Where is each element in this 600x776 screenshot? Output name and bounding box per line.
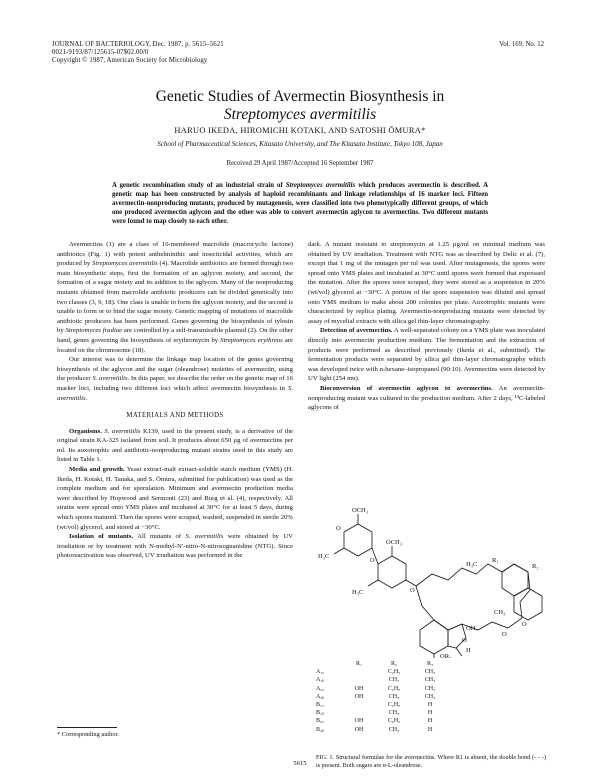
table-cell: A₂ₐ — [316, 685, 325, 692]
media-paragraph — [57, 465, 293, 532]
table-cell: CH₃ — [388, 726, 400, 733]
right-column — [308, 240, 545, 413]
media-text: Yeast extract-malt extract-soluble starch medium (YMS) (H. Ikeda, H. Kotaki, H. Tanaka, and S. Ōmura, submitted for publication) was used as the complete medium and for sporulation. Minimum and avermectin production media were described by Hopwood and Sermonti (23) and Burg et al. (4), respectively. All strains were spread onto YMS plates and incubated at 30°C for at least 5 days, during which spores matured. Then the spores were scraped, washed, suspended in sterile 20% (wt/vol) glycerol, and stored at −30°C. — [57, 466, 293, 531]
section-heading: MATERIALS AND METHODS — [126, 412, 224, 420]
table-row — [316, 717, 548, 725]
table-cell: A₂ᵦ — [316, 693, 325, 700]
table-cell: OH — [354, 693, 364, 700]
table-cell: H — [427, 718, 433, 725]
intro-paragraph-2: Our interest was to determine the linkage map location of the genes governing biosynthesis of the aglycon and the sugar (oleandrose) moieties of avermectin, using the producer S. avermitilis. In this paper, we describe the order on the genetic map of 16 marker loci, including two different loci which affect avermectin biosynthesis in S. avermitilis. — [57, 356, 293, 402]
table-cell: B₂ₐ — [316, 718, 324, 725]
page-number: 5615 — [293, 760, 307, 767]
h3c-label-2: H₃C — [352, 589, 364, 596]
volume-label: Vol. 169, No. 12 — [499, 41, 544, 48]
organisms-paragraph — [57, 427, 293, 465]
table-cell: CH₃ — [424, 677, 436, 684]
detection-paragraph — [308, 326, 545, 384]
table-header-row — [316, 660, 548, 668]
table-header-cell: R₃ — [426, 661, 434, 667]
isolation-heading: Isolation of mutants. — [69, 533, 134, 541]
organisms-heading: Organisms. — [69, 427, 102, 435]
bioconversion-heading: Bioconversion of avermectin aglycon to avermectins. — [320, 384, 493, 392]
table-row — [316, 709, 548, 717]
table-row — [316, 701, 548, 709]
sugar-ring-2 — [378, 556, 406, 588]
och3-top-label: OCH₃ — [352, 507, 368, 514]
table-row — [316, 693, 548, 701]
h3c-label-1: H₃C — [318, 553, 330, 560]
detection-heading: Detection of avermectins. — [320, 327, 393, 335]
journal-header — [52, 41, 224, 66]
table-header-cell — [316, 660, 342, 668]
figure-caption: FIG. 1. Structural formulae for the avermectins. Where R1 is absent, the double bond (- - -) is present. Both sugars are α-L-oleandrose. — [316, 754, 546, 769]
table-cell — [342, 701, 376, 709]
table-cell: C₂H₅ — [387, 702, 401, 709]
table-cell: B₁ᵦ — [316, 710, 324, 717]
table-cell: CH₃ — [388, 677, 400, 684]
r2-label: R₂ — [532, 563, 539, 570]
table-cell — [342, 676, 376, 684]
h3c-label-3: H₃C — [466, 561, 478, 568]
o-label-6: O — [462, 637, 467, 644]
table-cell: A₁ₐ — [316, 669, 325, 676]
table-cell: CH₃ — [424, 669, 436, 676]
title-line-1: Genetic Studies of Avermectin Biosynthesis in — [155, 88, 445, 105]
organisms-text: S. avermitilis K139, used in the present study, is a derivative of the original strain KA-325 isolated from soil. It produces about 650 µg of avermectins per ml. Its auxotrophic and antibiotic-nonproducing mutant strains used in this study are listed in Table 1. — [57, 427, 294, 464]
table-cell — [342, 668, 376, 676]
authors: HARUO IKEDA, HIROMICHI KOTAKI, AND SATOSHI ŌMURA* — [174, 126, 426, 135]
ch3-label: CH₃ — [494, 609, 506, 616]
macrolide-ring — [416, 564, 530, 630]
table-cell: B₂ᵦ — [316, 726, 324, 733]
methods-continued: dark. A mutant resistant to streptomycin at 1.25 µg/ml on minimal medium was obtained by UV irradiation. Treatment with NTG was as described by Delic et al. (7), except that 1 mg of the mutagen per ml was used. After mutagenesis, the spores were spread onto YMS plates and incubated at 30°C until spores were formed that expressed the mutation. After the spores were scraped, they were stored as a suspension in 20% (wt/vol) glycerol at −30°C. A portion of the spore suspension was diluted and spread onto YMS medium to make about 200 colonies per plate. Auxotrophic mutants were characterized by replica plating. Avermectin-nonproducing mutants were detected by assay of mycelial extracts with silica gel thin-layer chromatography. — [308, 241, 545, 325]
table-cell: OH — [354, 726, 364, 733]
table-cell: CH₃ — [424, 693, 436, 700]
table-row — [316, 668, 548, 676]
o-label-1: O — [336, 525, 341, 532]
table-cell — [342, 709, 376, 717]
isolation-paragraph — [57, 532, 293, 561]
table-cell: A₁ᵦ — [316, 677, 325, 684]
sugar-ring-1 — [344, 524, 372, 556]
issn-line: 0021-9193/87/125615-07$02.00/0 — [52, 49, 149, 57]
table-row — [316, 676, 548, 684]
table-cell: H — [427, 702, 433, 709]
table-cell: CH₃ — [388, 710, 400, 717]
substituent-table — [316, 660, 548, 734]
left-column — [57, 240, 293, 561]
copyright-line: Copyright © 1987, American Society for Microbiology — [52, 57, 208, 65]
table-cell: C₂H₅ — [387, 669, 401, 676]
table-cell: CH₃ — [424, 685, 436, 692]
table-cell: C₂H₅ — [387, 718, 401, 725]
table-cell: OH — [354, 685, 364, 692]
oh-label: OH — [466, 625, 476, 632]
table-cell: B₁ₐ — [316, 702, 324, 709]
detection-text: A well-separated colony on a YMS plate was inoculated directly into avermectin production medium. The fermentation and the extraction of products were performed as described previously (Ikeda et al., submitted). The fermentation products were separated by silica gel thin-layer chromatography which was developed twice with n-hexane–isopropanol (90:10). Avermectins were detected by UV light (254 nm). — [308, 327, 545, 383]
o-label-5: O — [502, 631, 507, 638]
footnote-rule — [57, 727, 117, 728]
journal-line: JOURNAL OF BACTERIOLOGY, Dec. 1987, p. 5615–5621 — [52, 41, 224, 48]
abstract: A genetic recombination study of an industrial strain of Streptomyces avermitilis which produces avermectin is described. A genetic map has been constructed by analysis of haploid recombinants and linkage relationships of 16 marker loci. Fifteen avermectin-nonproducing mutants, produced by mutagenesis, were classified into two phenotypically different groups, of which one produced avermectin aglycon and the other was able to convert avermectin aglycon to avermectins. Two different mutants were found to map closely to each other. — [112, 182, 488, 225]
table-cell: CH₃ — [388, 693, 400, 700]
table-cell: H — [427, 710, 433, 717]
table-cell: C₂H₅ — [387, 685, 401, 692]
affiliation: School of Pharmaceutical Sciences, Kitasato University, and The Kitasato Institute, Tokyo 108, Japan — [157, 140, 443, 148]
o-label-2: O — [370, 557, 375, 564]
intro-paragraph-1: Avermectins (1) are a class of 16-membered macrolide (macrocyclic lactone) antibiotics (Fig. 1) with potent anthelminthic and insecticidal activities, which are produced by Streptomyces avermitilis (4). Macrolide antibiotics are formed through two main biosynthetic steps, first the formation of an aglycon moiety, and second, the formation of a sugar moiety and its addition to the aglycon. Many of the nonproducing mutants obtained from macrolide antibiotic producers can be divided genetically into two classes (3, 9, 18). One class is unable to form the aglycon moiety, and the second is unable to form or to bind the sugar moiety. Genetic mapping of mutations of macrolide antibiotic producers has been performed. Genes governing the biosynthesis of tylosin by Streptomyces fradiae are controlled by a self-transmissible plasmid (2). On the other hand, genes governing the biosynthesis of erythromycin by Streptomyces erythreus are located on the chromosome (18). — [57, 241, 293, 354]
table-row — [316, 685, 548, 693]
media-heading: Media and growth. — [69, 466, 125, 474]
table-header-cell: R₂ — [390, 661, 398, 667]
spiroketal-ring — [502, 564, 528, 596]
o-label-3: O — [410, 587, 415, 594]
table-row — [316, 726, 548, 734]
bioconversion-paragraph — [308, 384, 545, 413]
bioconversion-text: An avermectin-nonproducing mutant was cultured in the production medium. After 2 days, ¹⁴C-labeled aglycons of — [308, 384, 545, 412]
h-label: H — [466, 647, 471, 654]
table-header-cell: R₁ — [355, 661, 363, 667]
or3-label: OR₃ — [440, 653, 452, 658]
benzofuran-ring — [420, 620, 448, 654]
title-line-2: Streptomyces avermitilis — [223, 106, 377, 123]
table-cell: OH — [354, 718, 364, 725]
och3-mid-label: OCH₃ — [386, 539, 402, 546]
avermectin-structure-figure — [316, 502, 548, 658]
o-label-4: O — [522, 621, 527, 628]
r1-label: R₁ — [492, 557, 499, 564]
received-dates: Received 29 April 1987/Accepted 16 September 1987 — [226, 160, 374, 167]
isolation-text: All mutants of S. avermitilis were obtained by UV irradiation or by treatment with N-methyl-N′-nitro-N-nitrosoguanidine (NTG). Since photoreactivation was observed, UV irradiation was performed in the — [57, 533, 293, 560]
table-cell: H — [427, 726, 433, 733]
footnote: * Corresponding author. — [57, 731, 119, 738]
article-title — [0, 88, 600, 124]
furan-ring — [448, 624, 466, 648]
